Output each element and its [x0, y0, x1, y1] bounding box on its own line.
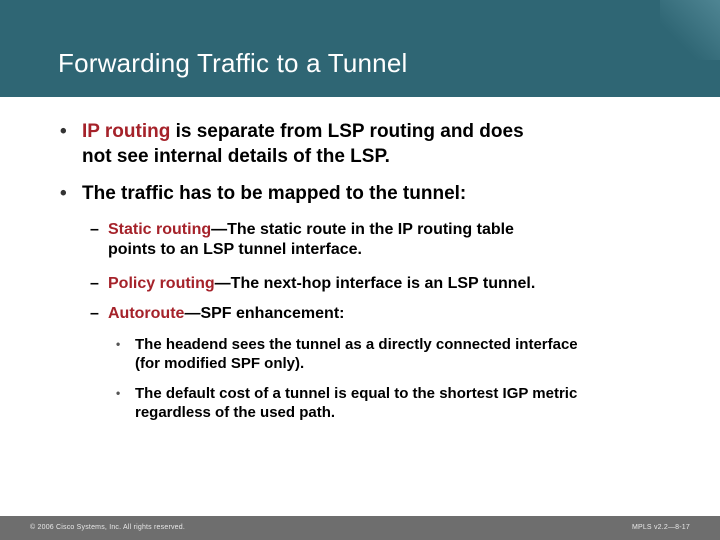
- sub-sub-1-line1: The headend sees the tunnel as a directly connected interface: [135, 336, 578, 353]
- slide-title: Forwarding Traffic to a Tunnel: [58, 48, 408, 78]
- header-corner-accent: [660, 0, 720, 60]
- dash-marker: –: [90, 275, 99, 292]
- bullet-1-text-line1: is separate from LSP routing and does: [170, 121, 524, 142]
- bullet-marker: •: [60, 183, 67, 204]
- bullet-1-text-line2: not see internal details of the LSP.: [82, 146, 390, 167]
- bullet-marker-small: •: [116, 337, 121, 351]
- sub-3-text-line1: —SPF enhancement:: [184, 305, 345, 322]
- footer-bar: [0, 516, 720, 540]
- sub-sub-2-line2: regardless of the used path.: [135, 404, 336, 421]
- sub-bullet-autoroute: [108, 304, 344, 324]
- sub-bullet-static-routing: [108, 220, 514, 260]
- sub-2-highlight: Policy routing: [108, 275, 215, 292]
- sub-1-text-line2: points to an LSP tunnel interface.: [108, 241, 362, 258]
- sub-1-text-line1: —The static route in the IP routing table: [211, 221, 514, 238]
- sub-2-text-line1: —The next-hop interface is an LSP tunnel.: [214, 275, 536, 292]
- title-bar: [0, 0, 720, 97]
- sub-sub-bullet-default-cost: [135, 384, 577, 422]
- sub-sub-1-line2: (for modified SPF only).: [135, 355, 305, 372]
- bullet-marker-small: •: [116, 386, 121, 400]
- sub-bullet-policy-routing: [108, 274, 535, 294]
- dash-marker: –: [90, 221, 99, 238]
- bullet-1: [82, 119, 524, 169]
- sub-1-highlight: Static routing: [108, 221, 212, 238]
- bullet-2: The traffic has to be mapped to the tunnel:: [82, 183, 467, 204]
- footer-copyright: © 2006 Cisco Systems, Inc. All rights reserved.: [30, 524, 186, 531]
- bullet-1-highlight: IP routing: [82, 121, 171, 142]
- footer-slide-number: MPLS v2.2—8-17: [631, 524, 690, 531]
- sub-sub-bullet-headend: [135, 335, 578, 373]
- bullet-marker: •: [60, 121, 67, 142]
- dash-marker: –: [90, 305, 99, 322]
- sub-sub-2-line1: The default cost of a tunnel is equal to the shortest IGP metric: [135, 385, 578, 402]
- sub-3-highlight: Autoroute: [108, 305, 185, 322]
